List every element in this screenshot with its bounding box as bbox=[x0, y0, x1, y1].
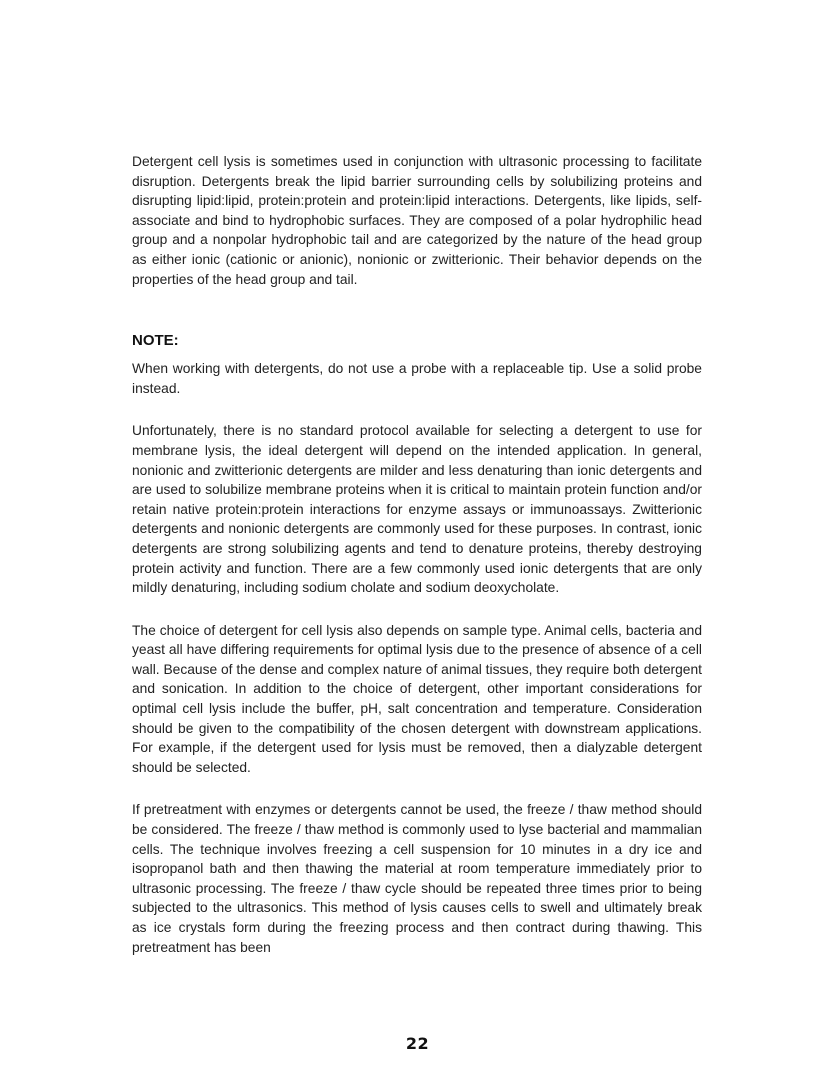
note-body: When working with detergents, do not use a probe with a replaceable tip. Use a solid probe instead. bbox=[132, 361, 702, 396]
paragraph-detergent-lysis: Detergent cell lysis is sometimes used in conjunction with ultrasonic processing to facilitate disruption. Detergents break the lipid barrier surrounding cells by solubilizing proteins and disrupting lipid:lipid, protein:protein and protein:lipid interactions. Detergents, like lipids, self-associate and bind to hydrophobic surfaces. They are composed of a polar hydrophilic head group and a nonpolar hydrophobic tail and are categorized by the nature of the head group as either ionic (cationic or anionic), nonionic or zwitterionic. Their behavior depends on the properties of the head group and tail. bbox=[132, 154, 702, 287]
page-content bbox=[132, 152, 702, 957]
note-heading: NOTE: bbox=[132, 332, 179, 350]
note-block bbox=[132, 331, 702, 398]
paragraph-freeze-thaw: If pretreatment with enzymes or detergents cannot be used, the freeze / thaw method should be considered. The freeze / thaw method is commonly used to lyse bacterial and mammalian cells. The technique involves freezing a cell suspension for 10 minutes in a dry ice and isopropanol bath and then thawing the material at room temperature immediately prior to ultrasonic processing. The freeze / thaw cycle should be repeated three times prior to being subjected to the ultrasonics. This method of lysis causes cells to swell and ultimately break as ice crystals form during the freezing process and then contract during thawing. This pretreatment has been bbox=[132, 802, 702, 955]
paragraph-detergent-selection: Unfortunately, there is no standard protocol available for selecting a detergent to use for membrane lysis, the ideal detergent will depend on the intended application. In general, nonionic and zwitterionic detergents are milder and less denaturing than ionic detergents and are used to solubilize membrane proteins when it is critical to maintain protein function and/or retain native protein:protein interactions for enzyme assays or immunoassays. Zwitterionic detergents and nonionic detergents are commonly used for these purposes. In contrast, ionic detergents are strong solubilizing agents and tend to denature proteins, thereby destroying protein activity and function. There are a few commonly used ionic detergents that are only mildly denaturing, including sodium cholate and sodium deoxycholate. bbox=[132, 423, 702, 596]
page-number: 22 bbox=[405, 1034, 430, 1053]
paragraph-sample-type: The choice of detergent for cell lysis also depends on sample type. Animal cells, bacteria and yeast all have differing requirements for optimal lysis due to the presence of absence of a cell wall. Because of the dense and complex nature of animal tissues, they require both detergent and sonication. In addition to the choice of detergent, other important considerations for optimal cell lysis include the buffer, pH, salt concentration and temperature. Consideration should be given to the compatibility of the chosen detergent with downstream applications. For example, if the detergent used for lysis must be removed, then a dialyzable detergent should be selected. bbox=[132, 622, 702, 775]
